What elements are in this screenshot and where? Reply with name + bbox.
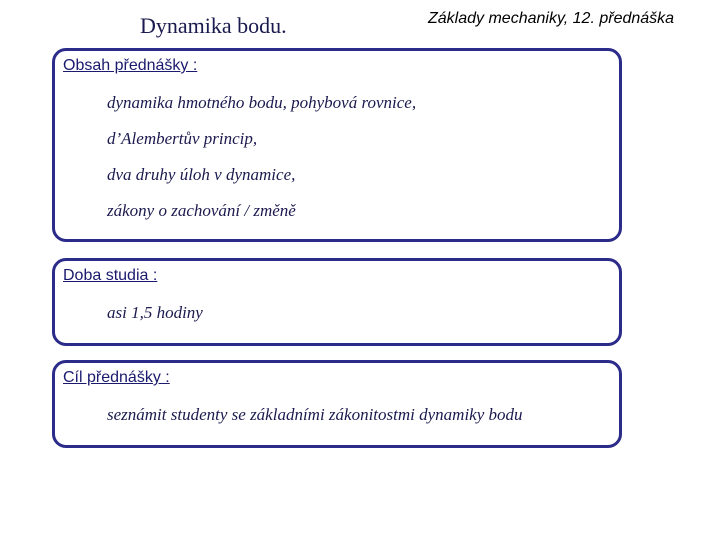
study-time-list xyxy=(107,295,203,331)
list-item: asi 1,5 hodiny xyxy=(107,303,203,322)
list-item: zákony o zachování / změně xyxy=(107,201,296,220)
lecture-goal-box xyxy=(52,360,622,448)
list-item: dynamika hmotného bodu, pohybová rovnice, xyxy=(107,93,417,112)
course-subtitle: Základy mechaniky, 12. přednáška xyxy=(428,10,675,27)
lecture-goal-list xyxy=(107,397,523,433)
list-item: d’Alembertův princip, xyxy=(107,129,258,148)
list-item: dva druhy úloh v dynamice, xyxy=(107,165,296,184)
lecture-contents-heading: Obsah přednášky : xyxy=(63,57,198,74)
study-time-heading: Doba studia : xyxy=(63,267,158,284)
lecture-contents-box xyxy=(52,48,622,242)
list-item: seznámit studenty se základními zákonitostmi dynamiky bodu xyxy=(107,405,523,424)
lecture-contents-list xyxy=(107,85,416,229)
slide-title: Dynamika bodu. xyxy=(140,13,287,38)
lecture-goal-heading: Cíl přednášky : xyxy=(63,369,170,386)
study-time-box xyxy=(52,258,622,346)
